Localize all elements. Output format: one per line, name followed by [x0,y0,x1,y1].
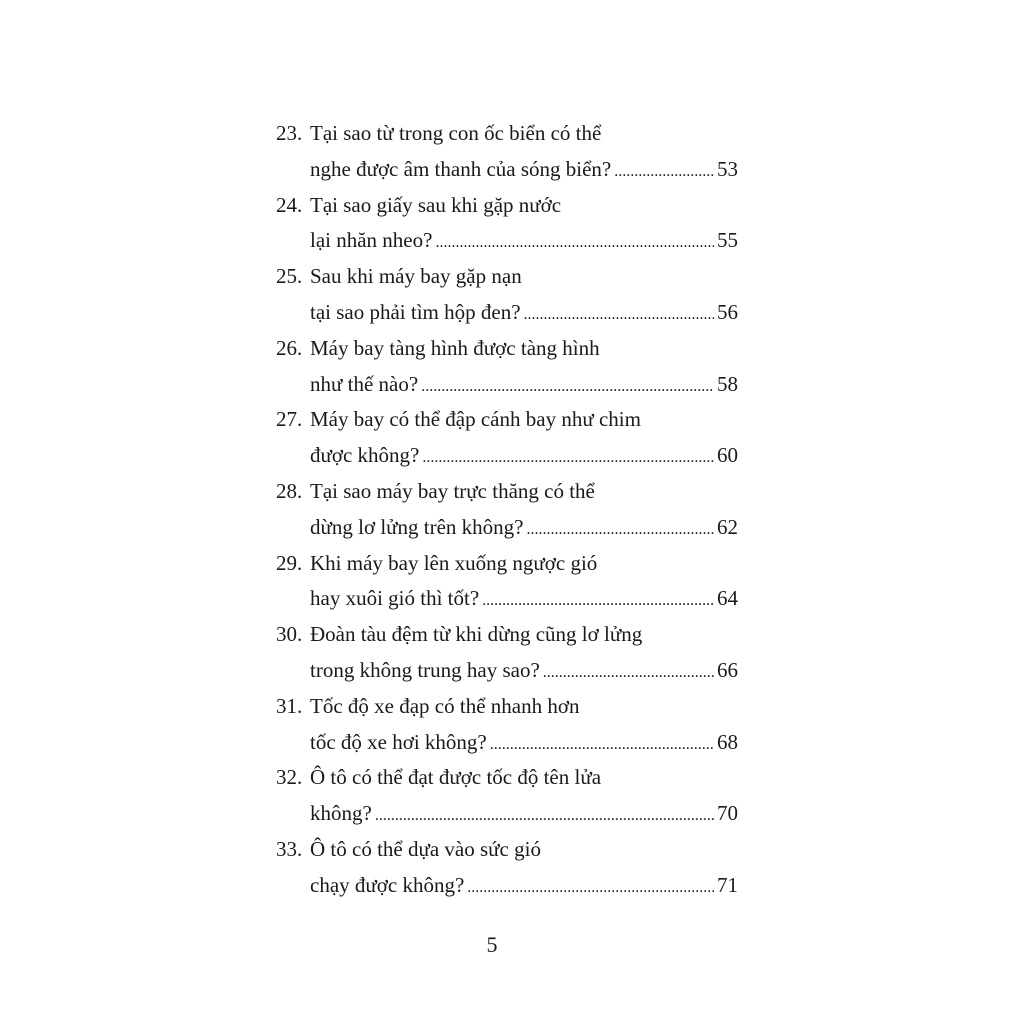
entry-page-ref: 66 [717,657,738,682]
entry-title-line1: Tại sao máy bay trực thăng có thể [310,478,595,503]
toc-entry [276,760,738,832]
entry-page-ref: 58 [717,371,738,396]
entry-title-line2: tốc độ xe hơi không? [310,729,487,754]
entry-page-ref: 62 [717,514,738,539]
entry-title-line1: Tại sao giấy sau khi gặp nước [310,192,562,217]
toc-entry [276,474,738,546]
entry-number: 28. [276,478,303,503]
entry-title-line1: Tại sao từ trong con ốc biển có thể [310,121,602,145]
entry-title-line2: lại nhăn nheo? [310,228,433,253]
entry-number: 25. [276,264,303,289]
dot-leader [482,583,714,619]
entry-page-ref: 70 [717,801,738,826]
toc-entry [276,546,738,618]
dot-leader [614,154,714,190]
dot-leader [422,440,714,476]
entry-title-line2: nghe được âm thanh của sóng biển? [310,156,612,181]
entry-title-line2: hay xuôi gió thì tốt? [310,586,480,611]
entry-number: 27. [276,407,303,432]
table-of-contents [276,116,738,904]
entry-page-ref: 64 [717,586,738,611]
dot-leader [524,297,714,333]
dot-leader [435,225,714,261]
entry-title-line1: Sau khi máy bay gặp nạn [310,264,522,289]
entry-title-line1: Ô tô có thể dựa vào sức gió [310,836,541,861]
entry-number: 32. [276,765,303,790]
dot-leader [421,369,714,405]
entry-page-ref: 56 [717,299,738,324]
toc-entry [276,116,738,188]
entry-number: 23. [276,121,303,145]
entry-title-line2: dừng lơ lửng trên không? [310,514,524,539]
entry-number: 30. [276,622,303,647]
toc-entry [276,188,738,260]
toc-entry [276,331,738,403]
entry-number: 29. [276,550,303,575]
entry-number: 31. [276,693,303,718]
toc-entry [276,689,738,761]
dot-leader [543,655,714,691]
entry-title-line1: Ô tô có thể đạt được tốc độ tên lửa [310,765,602,790]
toc-entry [276,402,738,474]
entry-title-line2: không? [310,801,372,826]
entry-page-ref: 53 [717,156,738,181]
toc-entry [276,259,738,331]
entry-page-ref: 55 [717,228,738,253]
entry-page-ref: 60 [717,443,738,468]
toc-entry [276,832,738,904]
entry-number: 24. [276,192,303,217]
entry-title-line2: chạy được không? [310,872,465,897]
dot-leader [467,870,714,906]
dot-leader [527,512,714,548]
page-number: 5 [486,932,498,957]
entry-title-line2: trong không trung hay sao? [310,657,540,682]
entry-page-ref: 68 [717,729,738,754]
entry-title-line1: Tốc độ xe đạp có thể nhanh hơn [310,693,580,718]
entry-title-line2: được không? [310,443,420,468]
entry-title-line2: tại sao phải tìm hộp đen? [310,299,521,324]
entry-number: 33. [276,836,303,861]
toc-entry [276,617,738,689]
entry-title-line2: như thế nào? [310,371,419,396]
entry-title-line1: Máy bay tàng hình được tàng hình [310,335,600,360]
entry-page-ref: 71 [717,872,738,897]
entry-title-line1: Khi máy bay lên xuống ngược gió [310,550,598,575]
entry-title-line1: Máy bay có thể đập cánh bay như chim [310,407,641,432]
entry-number: 26. [276,335,303,360]
entry-title-line1: Đoàn tàu đệm từ khi dừng cũng lơ lửng [310,622,643,647]
dot-leader [490,727,714,763]
dot-leader [375,798,714,834]
